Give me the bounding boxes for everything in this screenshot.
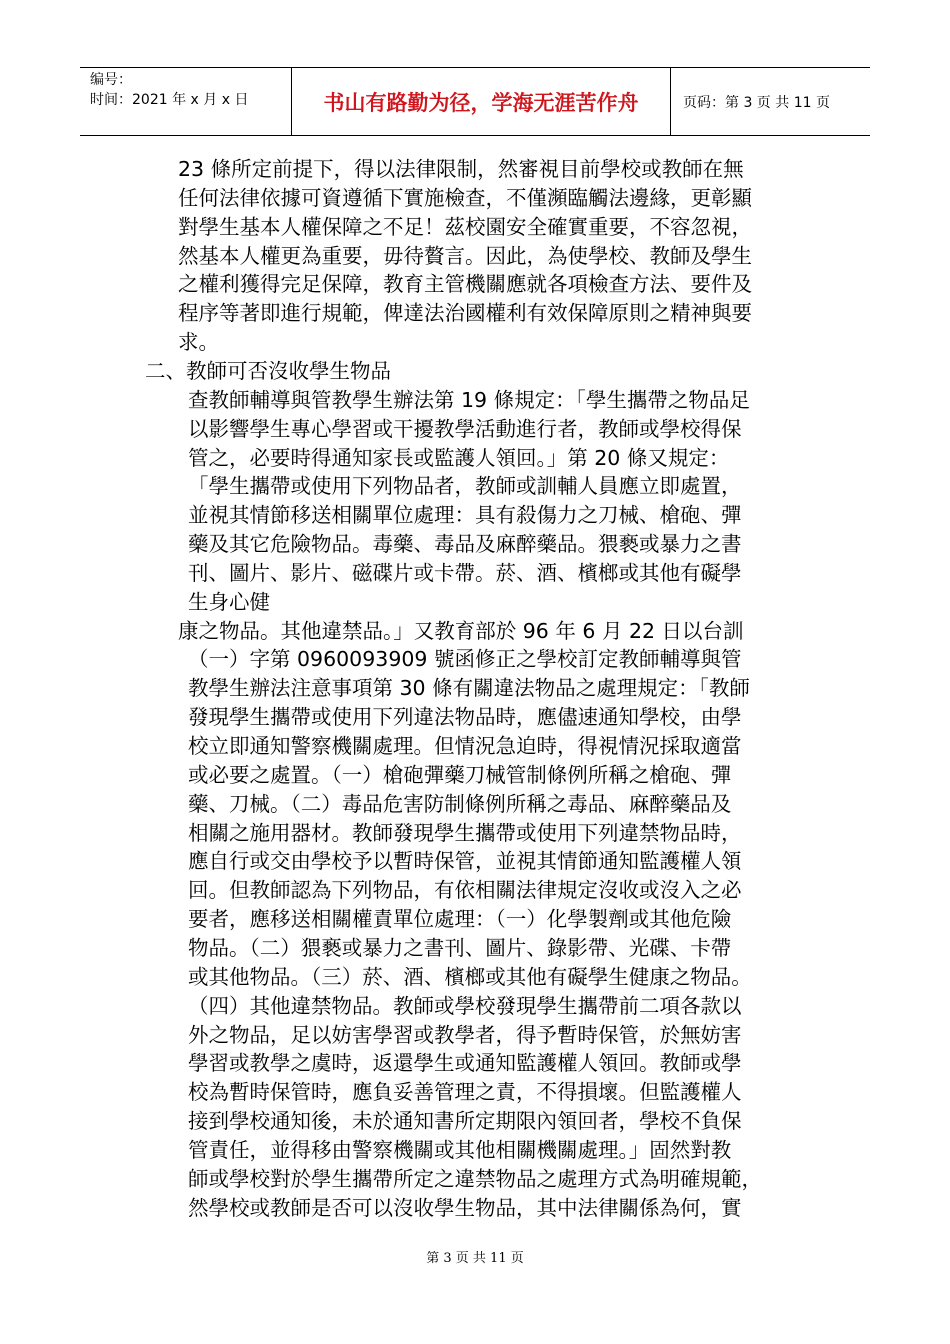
- body-line: （一）字第 0960093909 號函修正之學校訂定教師輔導與管: [188, 647, 742, 672]
- body-line: 接到學校通知後，未於通知書所定期限內領回者，學校不負保: [188, 1109, 742, 1134]
- page-footer: 第 3 页 共 11 页: [426, 1251, 524, 1266]
- body-line: 回。但教師認為下列物品，有依相關法律規定沒收或沒入之必: [188, 878, 742, 903]
- section-heading: 二、教師可否沒收學生物品: [145, 358, 391, 383]
- body-line: 校為暫時保管時，應負妥善管理之責，不得損壞。但監護權人: [188, 1080, 742, 1105]
- body-line: 物品。（二）猥褻或暴力之書刊、圖片、錄影帶、光碟、卡帶: [188, 935, 732, 960]
- body-line: 師或學校對於學生攜帶所定之違禁物品之處理方式為明確規範，: [188, 1166, 762, 1191]
- body-line: 刊、圖片、影片、磁碟片或卡帶。菸、酒、檳榔或其他有礙學: [188, 560, 742, 585]
- body-line: 求。: [178, 330, 219, 355]
- header-page-info: 页码：第 3 页 共 11 页: [671, 68, 871, 136]
- body-line: 生身心健: [188, 589, 270, 614]
- page-header: [80, 67, 870, 136]
- body-line: 教學生辦法注意事項第 30 條有關違法物品之處理規定：「教師: [188, 676, 750, 701]
- body-line: 任何法律依據可資遵循下實施檢查，不僅瀕臨觸法邊緣，更彰顯: [178, 185, 752, 210]
- header-meta: [80, 68, 292, 136]
- body-line: 之權利獲得完足保障，教育主管機關應就各項檢查方法、要件及: [178, 272, 752, 297]
- body-line: 管責任，並得移由警察機關或其他相關機關處理。」固然對教: [188, 1137, 732, 1162]
- body-line: 發現學生攜帶或使用下列違法物品時，應儘速通知學校，由學: [188, 705, 742, 730]
- header-motto: 书山有路勤为径，学海无涯苦作舟: [292, 68, 671, 136]
- doc-date: 时间：2021 年 x 月 x 日: [90, 92, 249, 108]
- body-line: 程序等著即進行規範，俾達法治國權利有效保障原則之精神與要: [178, 301, 752, 326]
- body-line: 以影響學生專心學習或干擾教學活動進行者，教師或學校得保: [188, 416, 742, 441]
- body-line: 23 條所定前提下，得以法律限制，然審視目前學校或教師在無: [178, 157, 744, 181]
- body-line: 校立即通知警察機關處理。但情況急迫時，得視情況採取適當: [188, 734, 742, 758]
- body-line: 對學生基本人權保障之不足！茲校園安全確實重要，不容忽視，: [178, 214, 752, 239]
- body-line: 管之，必要時得通知家長或監護人領回。」第 20 條又規定：: [188, 445, 730, 470]
- body-line: 然基本人權更為重要，毋待贅言。因此，為使學校、教師及學生: [178, 243, 752, 268]
- body-line: 要者，應移送相關權責單位處理：（一）化學製劑或其他危險: [188, 907, 732, 932]
- body-line: 或其他物品。（三）菸、酒、檳榔或其他有礙學生健康之物品。: [188, 964, 752, 989]
- doc-number: 编号：: [90, 72, 132, 88]
- body-line: 「學生攜帶或使用下列物品者，教師或訓輔人員應立即處置，: [188, 474, 742, 499]
- body-line: 查教師輔導與管教學生辦法第 19 條規定：「學生攜帶之物品足: [188, 387, 750, 412]
- body-line: 或必要之處置。（一）槍砲彈藥刀械管制條例所稱之槍砲、彈: [188, 762, 732, 787]
- body-line: 相關之施用器材。教師發現學生攜帶或使用下列違禁物品時，: [188, 820, 742, 845]
- body-line: 外之物品，足以妨害學習或教學者，得予暫時保管，於無妨害: [188, 1022, 742, 1047]
- body-line: 學習或教學之虞時，返還學生或通知監護權人領回。教師或學: [188, 1051, 742, 1076]
- body-line: 應自行或交由學校予以暫時保管，並視其情節通知監護權人領: [188, 849, 742, 874]
- body-line: （四）其他違禁物品。教師或學校發現學生攜帶前二項各款以: [188, 993, 742, 1018]
- body-line: 然學校或教師是否可以沒收學生物品，其中法律關係為何，實: [188, 1195, 742, 1220]
- body-line: 康之物品。其他違禁品。」又教育部於 96 年 6 月 22 日以台訓: [178, 618, 744, 643]
- body-line: 藥及其它危險物品。毒藥、毒品及麻醉藥品。猥褻或暴力之書: [188, 532, 742, 557]
- body-line: 並視其情節移送相關單位處理：具有殺傷力之刀械、槍砲、彈: [188, 503, 742, 528]
- body-line: 藥、刀械。（二）毒品危害防制條例所稱之毒品、麻醉藥品及: [188, 791, 732, 816]
